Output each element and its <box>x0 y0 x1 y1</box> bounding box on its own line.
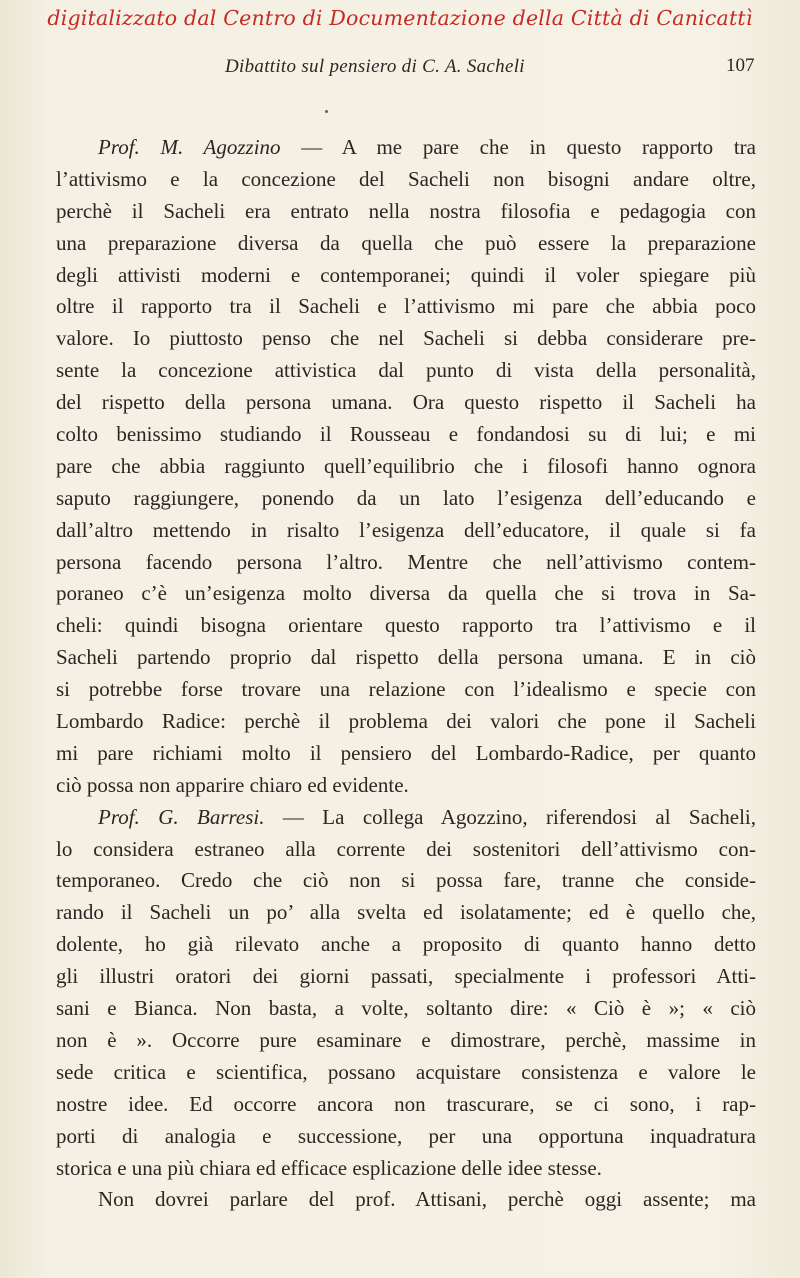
running-head: Dibattito sul pensiero di C. A. Sacheli <box>225 56 525 77</box>
line-text: sani e Bianca. Non basta, a volte, soltanto dire: « Ciò è »; « ciò <box>56 996 756 1021</box>
line-text: lo considera estraneo alla corrente dei sostenitori dell’attivismo con- <box>56 836 756 861</box>
ink-speck <box>325 110 328 113</box>
line-text: valore. Io piuttosto penso che nel Sacheli si debba considerare pre- <box>56 326 756 351</box>
line-text: rando il Sacheli un po’ alla svelta ed isolatamente; ed è quello che, <box>56 900 756 925</box>
text-line <box>56 483 756 515</box>
line-text: storica e una più chiara ed efficace esplicazione delle idee stesse. <box>56 1155 602 1180</box>
line-text: perchè il Sacheli era entrato nella nostra filosofia e pedagogia con <box>56 198 756 223</box>
line-text: Sacheli partendo proprio dal rispetto della persona umana. E in ciò <box>56 645 756 670</box>
text-line <box>56 355 756 387</box>
text-line <box>56 738 756 770</box>
speaker-name: Prof. G. Barresi. <box>98 804 265 829</box>
line-text: persona facendo persona l’altro. Mentre che nell’attivismo contem- <box>56 549 756 574</box>
text-line <box>56 1025 756 1057</box>
digitization-watermark: digitalizzato dal Centro di Documentazione della Città di Canicattì <box>47 6 753 30</box>
text-line <box>56 387 756 419</box>
text-line <box>56 196 756 228</box>
line-text: mi pare richiami molto il pensiero del Lombardo-Radice, per quanto <box>56 740 756 765</box>
line-text: — La collega Agozzino, riferendosi al Sacheli, <box>264 804 756 829</box>
text-line <box>56 929 756 961</box>
text-line <box>56 1089 756 1121</box>
text-line <box>56 674 756 706</box>
text-line <box>56 834 756 866</box>
text-line <box>56 578 756 610</box>
line-text: Non dovrei parlare del prof. Attisani, perchè oggi assente; ma <box>98 1187 756 1212</box>
text-line <box>56 865 756 897</box>
line-text: dall’altro mettendo in risalto l’esigenza dell’educatore, il quale si fa <box>56 517 756 542</box>
text-line <box>56 1184 756 1216</box>
text-line <box>56 228 756 260</box>
text-line <box>56 1057 756 1089</box>
line-text: sede critica e scientifica, possano acquistare consistenza e valore le <box>56 1059 756 1084</box>
text-line <box>56 642 756 674</box>
text-line <box>56 260 756 292</box>
line-text: temporaneo. Credo che ciò non si possa fare, tranne che conside- <box>56 868 756 893</box>
line-text: dolente, ho già rilevato anche a proposito di quanto hanno detto <box>56 932 756 957</box>
body-text <box>56 132 756 1216</box>
line-text: pare che abbia raggiunto quell’equilibrio che i filosofi hanno ognora <box>56 453 756 478</box>
text-line <box>56 323 756 355</box>
text-line <box>56 419 756 451</box>
text-line <box>56 706 756 738</box>
line-text: del rispetto della persona umana. Ora questo rispetto il Sacheli ha <box>56 390 756 415</box>
line-text: l’attivismo e la concezione del Sacheli non bisogni andare oltre, <box>56 166 756 191</box>
text-line <box>56 993 756 1025</box>
text-line <box>56 132 756 164</box>
text-line <box>56 547 756 579</box>
speaker-name: Prof. M. Agozzino <box>98 135 281 159</box>
line-text: gli illustri oratori dei giorni passati, specialmente i professori Atti- <box>56 964 756 989</box>
text-line <box>56 802 756 834</box>
line-text: Lombardo Radice: perchè il problema dei valori che pone il Sacheli <box>56 709 756 734</box>
line-text: — A me pare che in questo rapporto tra <box>280 135 756 159</box>
line-text: cheli: quindi bisogna orientare questo rapporto tra l’attivismo e il <box>56 613 756 638</box>
text-line <box>56 770 756 802</box>
text-line <box>56 515 756 547</box>
text-line <box>56 1121 756 1153</box>
line-text: colto benissimo studiando il Rousseau e fondandosi su di lui; e mi <box>56 422 756 447</box>
line-text: non è ». Occorre pure esaminare e dimostrare, perchè, massime in <box>56 1027 756 1052</box>
line-text: porti di analogia e successione, per una opportuna inquadratura <box>56 1123 756 1148</box>
page-number: 107 <box>726 55 755 76</box>
text-line <box>56 164 756 196</box>
line-text: oltre il rapporto tra il Sacheli e l’attivismo mi pare che abbia poco <box>56 294 756 319</box>
line-text: sente la concezione attivistica dal punto di vista della personalità, <box>56 358 756 383</box>
text-line <box>56 1153 756 1185</box>
line-text: poraneo c’è un’esigenza molto diversa da quella che si trova in Sa- <box>56 581 756 606</box>
line-text: degli attivisti moderni e contemporanei; quindi il voler spiegare più <box>56 262 756 287</box>
line-text: ciò possa non apparire chiaro ed evidente. <box>56 772 409 797</box>
line-text: nostre idee. Ed occorre ancora non trascurare, se ci sono, i rap- <box>56 1091 756 1116</box>
text-line <box>56 961 756 993</box>
line-text: saputo raggiungere, ponendo da un lato l’esigenza dell’educando e <box>56 485 756 510</box>
line-text: una preparazione diversa da quella che può essere la preparazione <box>56 230 756 255</box>
text-line <box>56 610 756 642</box>
text-line <box>56 897 756 929</box>
text-line <box>56 291 756 323</box>
text-line <box>56 451 756 483</box>
line-text: si potrebbe forse trovare una relazione con l’idealismo e specie con <box>56 677 756 702</box>
